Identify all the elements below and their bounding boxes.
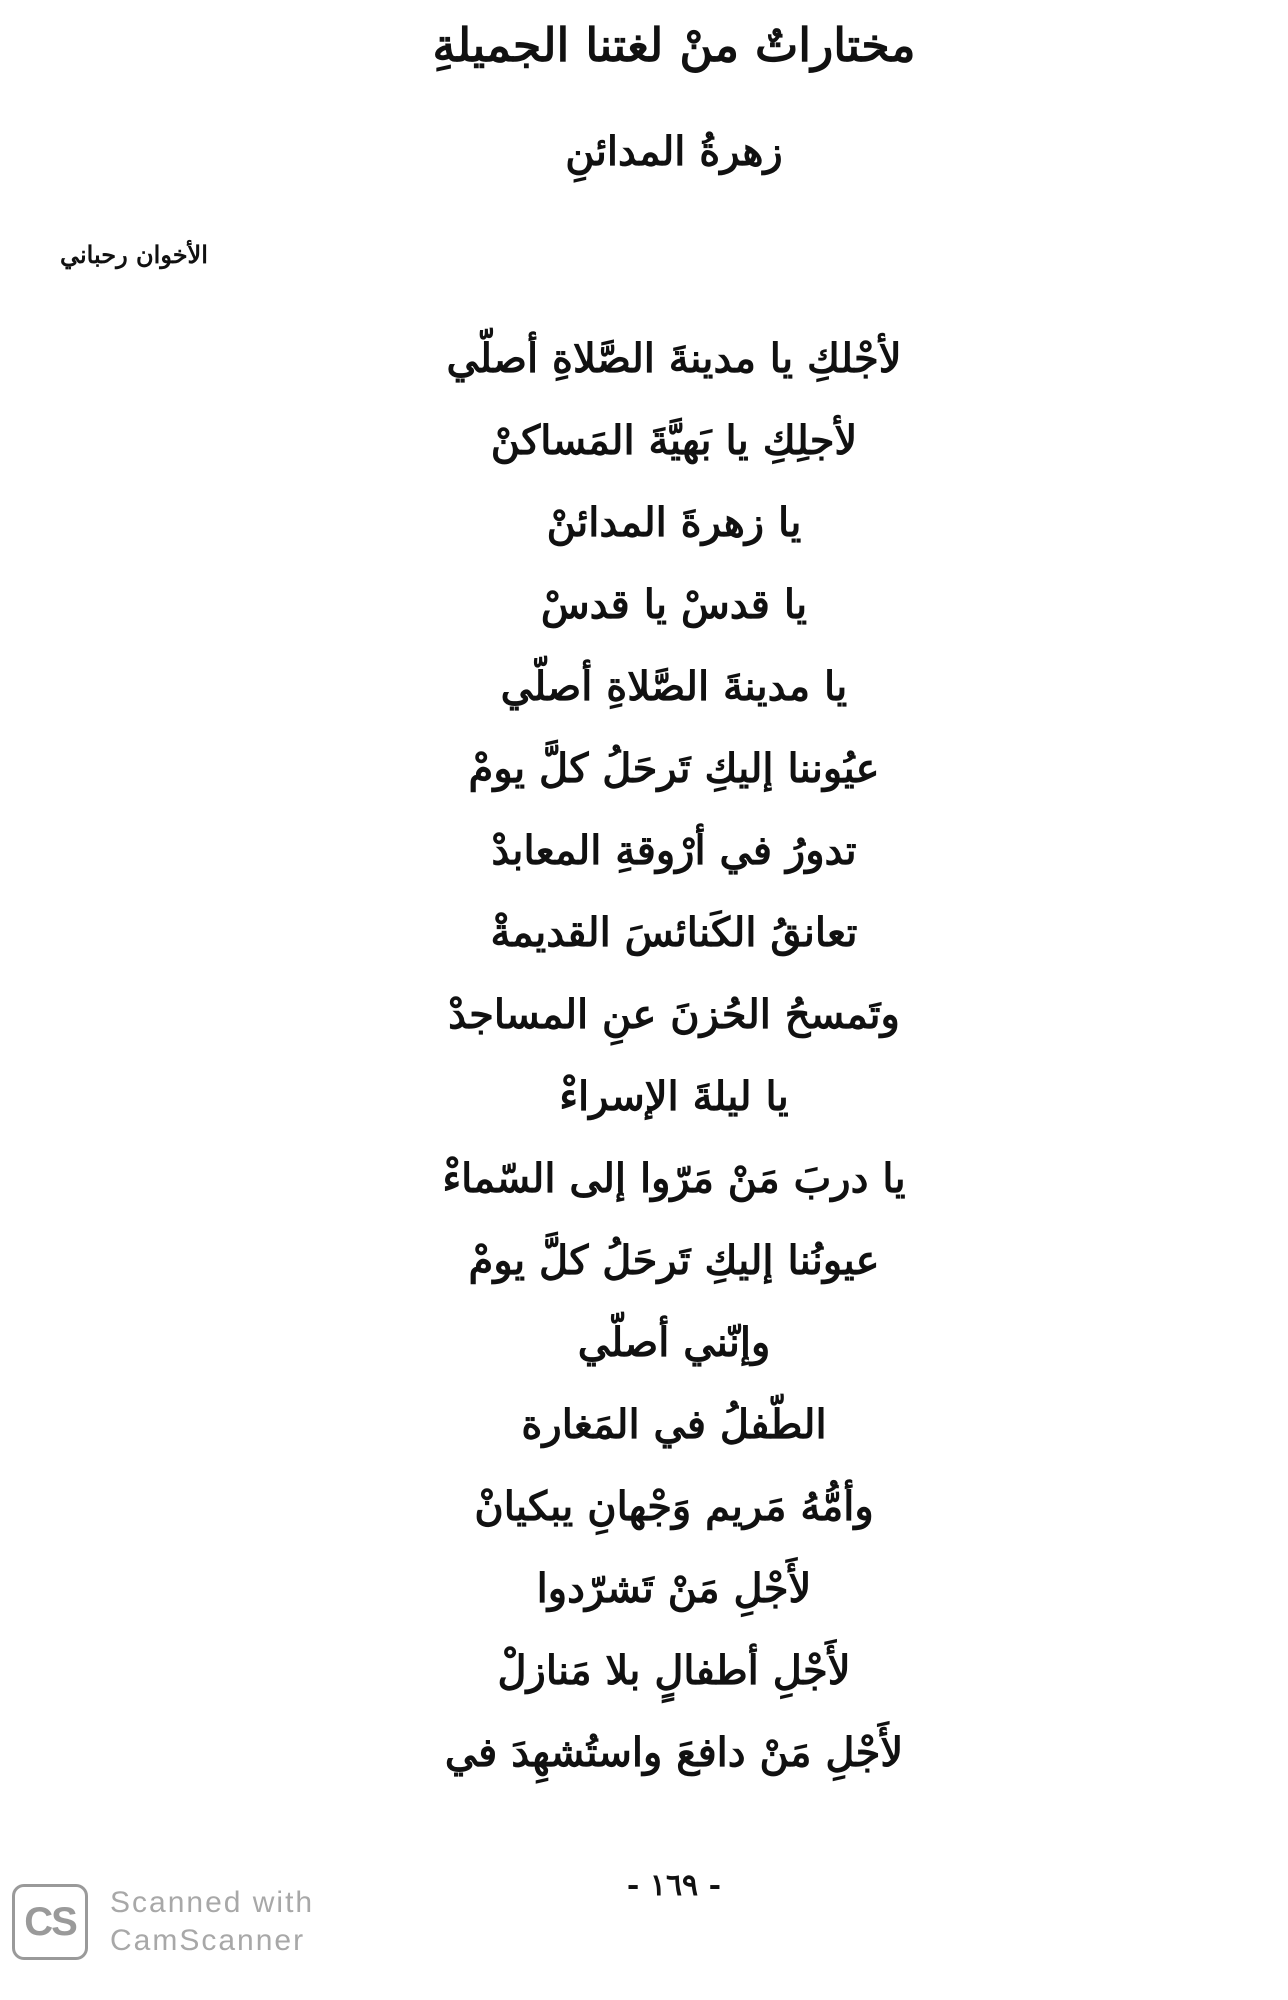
section-header: مختاراتٌ منْ لغتنا الجميلةِ	[432, 18, 916, 72]
camscanner-watermark	[12, 1882, 314, 1962]
camscanner-logo-icon: CS	[12, 1884, 88, 1960]
verse-line: يا قدسْ يا قدسْ	[540, 581, 808, 628]
verse-line: تعانقُ الكَنائسَ القديمةْ	[490, 909, 858, 956]
verse-line: لأجلِكِ يا بَهيَّةَ المَساكنْ	[490, 417, 858, 464]
watermark-line-2: CamScanner	[110, 1924, 306, 1957]
verse-line: يا زهرةَ المدائنْ	[546, 499, 802, 546]
watermark-text	[110, 1884, 314, 1960]
poem-verses	[0, 318, 1288, 1794]
watermark-line-1: Scanned with	[110, 1886, 315, 1919]
verse-line: لأَجْلِ مَنْ دافعَ واستُشهِدَ في	[444, 1729, 904, 1776]
verse-line: وأمُّهُ مَريم وَجْهانِ يبكيانْ	[474, 1483, 874, 1530]
verse-line: وتَمسحُ الحُزنَ عنِ المساجدْ	[448, 991, 900, 1038]
verse-line: يا دربَ مَنْ مَرّوا إلى السّماءْ	[442, 1155, 906, 1202]
verse-line: عيونُنا إليكِ تَرحَلُ كلَّ يومْ	[468, 1237, 880, 1284]
verse-line: تدورُ في أرْوقةِ المعابدْ	[491, 827, 857, 874]
verse-line: يا ليلةَ الإسراءْ	[559, 1073, 789, 1120]
poem-author: الأخوان رحباني	[60, 240, 208, 269]
poem-title: زهرةُ المدائنِ	[565, 128, 783, 175]
verse-line: لأَجْلِ أطفالٍ بلا مَنازلْ	[497, 1647, 851, 1694]
verse-line: لأَجْلِ مَنْ تَشرّدوا	[536, 1565, 812, 1612]
verse-line: عيُوننا إليكِ تَرحَلُ كلَّ يومْ	[468, 745, 880, 792]
page-number: - ١٦٩ -	[626, 1868, 722, 1903]
verse-line: الطّفلُ في المَغارة	[521, 1401, 827, 1448]
verse-line: وإنّني أصلّي	[577, 1319, 771, 1366]
verse-line: يا مدينةَ الصَّلاةِ أصلّي	[500, 663, 848, 710]
verse-line: لأجْلكِ يا مدينةَ الصَّلاةِ أصلّي	[446, 335, 902, 382]
